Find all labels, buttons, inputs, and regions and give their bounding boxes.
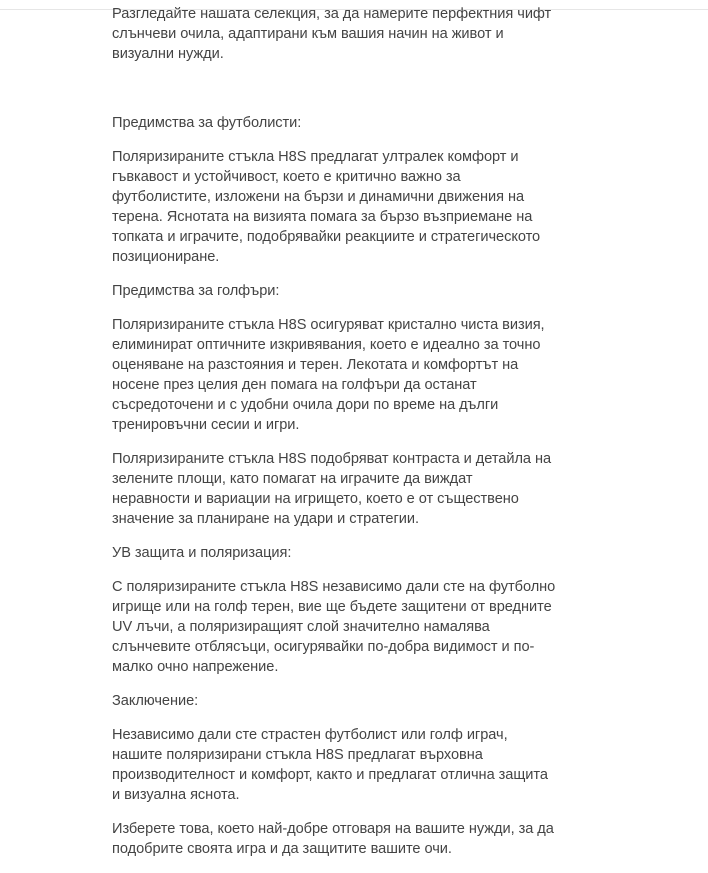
article-body	[112, 4, 574, 873]
golf-heading: Предимства за голфъри:	[112, 283, 280, 299]
conclusion-paragraph-2: Изберете това, което най-добре отговаря на вашите нужди, за да подобрите своята игра и да защитите вашите очи.	[112, 821, 554, 857]
intro-paragraph: Разгледайте нашата селекция, за да намерите перфектния чифт слънчеви очила, адаптирани към вашия начин на живот и визуални нужди.	[112, 6, 552, 62]
golf-paragraph-2: Поляризираните стъкла H8S подобряват контраста и детайла на зелените площи, като помагат на играчите да виждат неравности и вариации на игрището, което е от съществено значение за планиране на удари и стратегии.	[112, 451, 552, 527]
football-heading: Предимства за футболисти:	[112, 115, 302, 131]
uv-paragraph: С поляризираните стъкла H8S независимо дали сте на футболно игрище или на голф терен, вие ще бъдете защитени от вредните UV лъчи, а поляризиращият слой значително намалява слънчевите отблясъци, осигурявайки по-добра видимост и по- малко очно напрежение.	[112, 579, 556, 675]
football-paragraph: Поляризираните стъкла H8S предлагат ултралек комфорт и гъвкавост и устойчивост, което е критично важно за футболистите, изложени на бързи и динамични движения на терена. Яснотата на визията помага за бързо възприемане на топката и играчите, подобрявайки реакциите и стратегическото позициониране.	[112, 149, 541, 265]
uv-heading: УВ защита и поляризация:	[112, 545, 292, 561]
golf-paragraph-1: Поляризираните стъкла H8S осигуряват кристално чиста визия, елиминират оптичните изкривявания, което е идеално за точно оценяване на разстояния и терен. Лекотата и комфортът на носене през целия ден помага на голфъри да останат съсредоточени и с удобни очила дори по време на дълги тренировъчни сесии и игри.	[112, 317, 545, 433]
conclusion-heading: Заключение:	[112, 693, 199, 709]
conclusion-paragraph-1: Независимо дали сте страстен футболист или голф играч, нашите поляризирани стъкла H8S предлагат върховна производителност и комфорт, както и предлагат отлична защита и визуална яснота.	[112, 727, 548, 803]
